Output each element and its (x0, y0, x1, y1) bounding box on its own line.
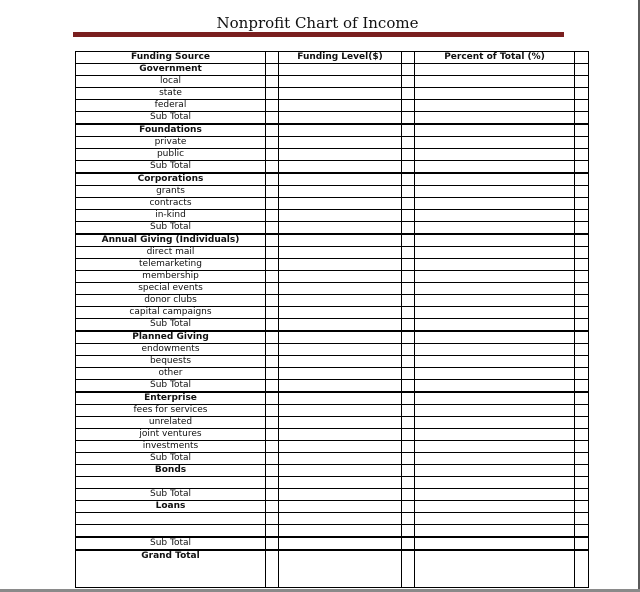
table-row (76, 247, 589, 259)
percent-total-cell[interactable] (415, 441, 575, 453)
percent-total-cell[interactable] (415, 88, 575, 100)
table-row (76, 137, 589, 149)
funding-level-cell[interactable] (279, 307, 402, 319)
table-row (76, 331, 589, 344)
gap-cell (402, 112, 415, 125)
end-cell (575, 405, 589, 417)
end-cell (575, 368, 589, 380)
percent-total-cell[interactable] (415, 477, 575, 489)
table-row (76, 283, 589, 295)
funding-source-cell: Enterprise (76, 392, 266, 405)
table-row (76, 210, 589, 222)
gap-cell (402, 100, 415, 112)
table-row (76, 489, 589, 501)
gap-cell (266, 392, 279, 405)
percent-total-cell[interactable] (415, 356, 575, 368)
end-cell (575, 149, 589, 161)
income-table-container (75, 51, 575, 573)
percent-total-cell[interactable] (415, 186, 575, 198)
gap-cell (266, 161, 279, 174)
gap-cell (402, 465, 415, 477)
percent-total-cell[interactable] (415, 198, 575, 210)
end-cell (575, 513, 589, 525)
funding-source-cell: state (76, 88, 266, 100)
table-row (76, 429, 589, 441)
funding-source-cell: Sub Total (76, 537, 266, 550)
gap-cell (402, 550, 415, 588)
gap-cell (266, 307, 279, 319)
header-row (76, 52, 589, 64)
header-gap-cell (402, 52, 415, 64)
funding-source-cell: Sub Total (76, 222, 266, 235)
income-table (75, 51, 589, 588)
funding-source-cell: federal (76, 100, 266, 112)
funding-source-cell: Bonds (76, 465, 266, 477)
funding-level-cell[interactable] (279, 149, 402, 161)
gap-cell (402, 477, 415, 489)
percent-total-cell[interactable] (415, 429, 575, 441)
table-row (76, 441, 589, 453)
table-row (76, 525, 589, 538)
gap-cell (266, 112, 279, 125)
percent-total-cell[interactable] (415, 271, 575, 283)
table-row (76, 537, 589, 550)
table-row (76, 295, 589, 307)
gap-cell (266, 319, 279, 332)
percent-total-cell[interactable] (415, 112, 575, 125)
funding-level-cell[interactable] (279, 295, 402, 307)
funding-source-cell: unrelated (76, 417, 266, 429)
funding-level-cell[interactable] (279, 405, 402, 417)
funding-level-cell[interactable] (279, 100, 402, 112)
gap-cell (402, 222, 415, 235)
funding-source-cell: Sub Total (76, 453, 266, 465)
percent-total-cell[interactable] (415, 295, 575, 307)
end-cell (575, 441, 589, 453)
funding-source-cell (76, 525, 266, 538)
gap-cell (266, 344, 279, 356)
table-row (76, 112, 589, 125)
title-rule (73, 32, 564, 37)
percent-total-cell[interactable] (415, 222, 575, 235)
funding-level-cell[interactable] (279, 550, 402, 588)
percent-total-cell[interactable] (415, 525, 575, 538)
end-cell (575, 259, 589, 271)
end-cell (575, 137, 589, 149)
funding-source-cell: Government (76, 64, 266, 76)
table-row (76, 222, 589, 235)
funding-source-cell: capital campaigns (76, 307, 266, 319)
header-funding-source: Funding Source (76, 52, 266, 64)
percent-total-cell[interactable] (415, 100, 575, 112)
table-row (76, 344, 589, 356)
percent-total-cell[interactable] (415, 417, 575, 429)
gap-cell (266, 477, 279, 489)
table-row (76, 198, 589, 210)
funding-level-cell[interactable] (279, 501, 402, 513)
gap-cell (402, 489, 415, 501)
header-end-cell (575, 52, 589, 64)
gap-cell (402, 247, 415, 259)
gap-cell (402, 76, 415, 88)
gap-cell (266, 186, 279, 198)
table-row (76, 259, 589, 271)
gap-cell (266, 453, 279, 465)
gap-cell (266, 210, 279, 222)
end-cell (575, 161, 589, 174)
end-cell (575, 307, 589, 319)
funding-level-cell[interactable] (279, 186, 402, 198)
end-cell (575, 124, 589, 137)
funding-level-cell[interactable] (279, 319, 402, 332)
percent-total-cell[interactable] (415, 368, 575, 380)
funding-source-cell: telemarketing (76, 259, 266, 271)
end-cell (575, 247, 589, 259)
funding-level-cell[interactable] (279, 271, 402, 283)
funding-source-cell: Sub Total (76, 489, 266, 501)
table-row (76, 149, 589, 161)
gap-cell (266, 100, 279, 112)
header-percent-total: Percent of Total (%) (415, 52, 575, 64)
funding-source-cell: special events (76, 283, 266, 295)
gap-cell (266, 234, 279, 247)
gap-cell (402, 356, 415, 368)
percent-total-cell[interactable] (415, 210, 575, 222)
gap-cell (402, 186, 415, 198)
gap-cell (266, 417, 279, 429)
percent-total-cell[interactable] (415, 259, 575, 271)
funding-source-cell: Sub Total (76, 380, 266, 393)
gap-cell (402, 537, 415, 550)
funding-level-cell[interactable] (279, 161, 402, 174)
funding-level-cell[interactable] (279, 537, 402, 550)
end-cell (575, 489, 589, 501)
percent-total-cell[interactable] (415, 283, 575, 295)
end-cell (575, 198, 589, 210)
gap-cell (402, 319, 415, 332)
gap-cell (266, 489, 279, 501)
funding-source-cell: bequests (76, 356, 266, 368)
funding-level-cell[interactable] (279, 477, 402, 489)
gap-cell (402, 417, 415, 429)
percent-total-cell[interactable] (415, 161, 575, 174)
funding-source-cell: local (76, 76, 266, 88)
table-row (76, 477, 589, 489)
table-row (76, 307, 589, 319)
funding-level-cell[interactable] (279, 525, 402, 538)
percent-total-cell[interactable] (415, 392, 575, 405)
gap-cell (266, 331, 279, 344)
end-cell (575, 319, 589, 332)
gap-cell (402, 344, 415, 356)
percent-total-cell[interactable] (415, 76, 575, 88)
end-cell (575, 525, 589, 538)
gap-cell (402, 149, 415, 161)
percent-total-cell[interactable] (415, 501, 575, 513)
percent-total-cell[interactable] (415, 234, 575, 247)
funding-level-cell[interactable] (279, 76, 402, 88)
funding-source-cell: Corporations (76, 173, 266, 186)
table-row (76, 368, 589, 380)
funding-level-cell[interactable] (279, 465, 402, 477)
gap-cell (402, 124, 415, 137)
end-cell (575, 344, 589, 356)
funding-source-cell: private (76, 137, 266, 149)
gap-cell (402, 513, 415, 525)
funding-source-cell: joint ventures (76, 429, 266, 441)
gap-cell (266, 173, 279, 186)
funding-source-cell: Foundations (76, 124, 266, 137)
funding-level-cell[interactable] (279, 88, 402, 100)
percent-total-cell[interactable] (415, 331, 575, 344)
funding-level-cell[interactable] (279, 344, 402, 356)
gap-cell (266, 198, 279, 210)
funding-level-cell[interactable] (279, 247, 402, 259)
funding-level-cell[interactable] (279, 356, 402, 368)
end-cell (575, 283, 589, 295)
funding-level-cell[interactable] (279, 417, 402, 429)
funding-level-cell[interactable] (279, 283, 402, 295)
funding-source-cell: donor clubs (76, 295, 266, 307)
funding-level-cell[interactable] (279, 222, 402, 235)
percent-total-cell[interactable] (415, 465, 575, 477)
funding-level-cell[interactable] (279, 210, 402, 222)
end-cell (575, 380, 589, 393)
gap-cell (402, 380, 415, 393)
gap-cell (266, 429, 279, 441)
percent-total-cell[interactable] (415, 319, 575, 332)
end-cell (575, 64, 589, 76)
end-cell (575, 100, 589, 112)
gap-cell (266, 137, 279, 149)
gap-cell (402, 198, 415, 210)
end-cell (575, 477, 589, 489)
funding-level-cell[interactable] (279, 259, 402, 271)
table-row (76, 88, 589, 100)
header-gap-cell (266, 52, 279, 64)
gap-cell (402, 234, 415, 247)
percent-total-cell[interactable] (415, 137, 575, 149)
funding-source-cell: Sub Total (76, 112, 266, 125)
page-title: Nonprofit Chart of Income (216, 14, 419, 32)
table-row (76, 64, 589, 76)
table-row (76, 319, 589, 332)
table-row (76, 124, 589, 137)
funding-source-cell: endowments (76, 344, 266, 356)
funding-source-cell (76, 513, 266, 525)
percent-total-cell[interactable] (415, 149, 575, 161)
gap-cell (402, 525, 415, 538)
end-cell (575, 173, 589, 186)
table-row (76, 465, 589, 477)
funding-source-cell: grants (76, 186, 266, 198)
percent-total-cell[interactable] (415, 344, 575, 356)
end-cell (575, 331, 589, 344)
gap-cell (402, 283, 415, 295)
end-cell (575, 417, 589, 429)
end-cell (575, 501, 589, 513)
end-cell (575, 88, 589, 100)
table-row (76, 550, 589, 588)
funding-source-cell: Annual Giving (Individuals) (76, 234, 266, 247)
funding-source-cell: Grand Total (76, 550, 266, 588)
gap-cell (266, 271, 279, 283)
gap-cell (266, 64, 279, 76)
gap-cell (266, 405, 279, 417)
gap-cell (402, 453, 415, 465)
end-cell (575, 210, 589, 222)
funding-level-cell[interactable] (279, 234, 402, 247)
gap-cell (402, 405, 415, 417)
funding-source-cell: Loans (76, 501, 266, 513)
percent-total-cell[interactable] (415, 453, 575, 465)
gap-cell (266, 465, 279, 477)
gap-cell (266, 295, 279, 307)
end-cell (575, 234, 589, 247)
gap-cell (402, 259, 415, 271)
gap-cell (402, 210, 415, 222)
end-cell (575, 186, 589, 198)
funding-source-cell: fees for services (76, 405, 266, 417)
gap-cell (402, 137, 415, 149)
gap-cell (402, 271, 415, 283)
table-row (76, 453, 589, 465)
gap-cell (266, 501, 279, 513)
gap-cell (402, 173, 415, 186)
funding-source-cell (76, 477, 266, 489)
funding-level-cell[interactable] (279, 173, 402, 186)
funding-level-cell[interactable] (279, 489, 402, 501)
percent-total-cell[interactable] (415, 380, 575, 393)
gap-cell (266, 380, 279, 393)
end-cell (575, 76, 589, 88)
end-cell (575, 392, 589, 405)
gap-cell (402, 441, 415, 453)
gap-cell (266, 441, 279, 453)
percent-total-cell[interactable] (415, 489, 575, 501)
gap-cell (266, 76, 279, 88)
gap-cell (266, 124, 279, 137)
funding-level-cell[interactable] (279, 441, 402, 453)
funding-level-cell[interactable] (279, 380, 402, 393)
funding-level-cell[interactable] (279, 429, 402, 441)
end-cell (575, 465, 589, 477)
funding-level-cell[interactable] (279, 137, 402, 149)
gap-cell (266, 259, 279, 271)
table-row (76, 234, 589, 247)
gap-cell (402, 161, 415, 174)
percent-total-cell[interactable] (415, 537, 575, 550)
end-cell (575, 537, 589, 550)
header-funding-level: Funding Level($) (279, 52, 402, 64)
gap-cell (402, 392, 415, 405)
end-cell (575, 271, 589, 283)
funding-source-cell: investments (76, 441, 266, 453)
gap-cell (402, 88, 415, 100)
percent-total-cell[interactable] (415, 173, 575, 186)
percent-total-cell[interactable] (415, 124, 575, 137)
table-row (76, 161, 589, 174)
gap-cell (402, 307, 415, 319)
end-cell (575, 112, 589, 125)
funding-source-cell: public (76, 149, 266, 161)
table-row (76, 501, 589, 513)
percent-total-cell[interactable] (415, 405, 575, 417)
funding-source-cell: Sub Total (76, 161, 266, 174)
gap-cell (266, 513, 279, 525)
table-row (76, 392, 589, 405)
gap-cell (266, 368, 279, 380)
funding-level-cell[interactable] (279, 331, 402, 344)
gap-cell (402, 295, 415, 307)
funding-level-cell[interactable] (279, 392, 402, 405)
gap-cell (266, 525, 279, 538)
end-cell (575, 356, 589, 368)
funding-source-cell: membership (76, 271, 266, 283)
table-row (76, 356, 589, 368)
funding-source-cell: Planned Giving (76, 331, 266, 344)
funding-source-cell: direct mail (76, 247, 266, 259)
percent-total-cell[interactable] (415, 513, 575, 525)
gap-cell (402, 331, 415, 344)
gap-cell (402, 429, 415, 441)
gap-cell (266, 356, 279, 368)
funding-level-cell[interactable] (279, 112, 402, 125)
funding-source-cell: other (76, 368, 266, 380)
table-row (76, 380, 589, 393)
funding-level-cell[interactable] (279, 513, 402, 525)
gap-cell (266, 550, 279, 588)
gap-cell (266, 537, 279, 550)
end-cell (575, 295, 589, 307)
table-row (76, 417, 589, 429)
percent-total-cell[interactable] (415, 247, 575, 259)
table-row (76, 513, 589, 525)
gap-cell (266, 149, 279, 161)
funding-level-cell[interactable] (279, 368, 402, 380)
gap-cell (402, 368, 415, 380)
gap-cell (266, 283, 279, 295)
table-row (76, 100, 589, 112)
funding-level-cell[interactable] (279, 198, 402, 210)
percent-total-cell[interactable] (415, 307, 575, 319)
end-cell (575, 429, 589, 441)
gap-cell (266, 247, 279, 259)
funding-source-cell: Sub Total (76, 319, 266, 332)
gap-cell (402, 501, 415, 513)
table-row (76, 173, 589, 186)
end-cell (575, 550, 589, 588)
gap-cell (266, 88, 279, 100)
percent-total-cell[interactable] (415, 550, 575, 588)
table-row (76, 405, 589, 417)
funding-source-cell: contracts (76, 198, 266, 210)
gap-cell (402, 64, 415, 76)
table-row (76, 271, 589, 283)
funding-level-cell[interactable] (279, 124, 402, 137)
end-cell (575, 222, 589, 235)
table-row (76, 186, 589, 198)
end-cell (575, 453, 589, 465)
funding-level-cell[interactable] (279, 453, 402, 465)
percent-total-cell[interactable] (415, 64, 575, 76)
gap-cell (266, 222, 279, 235)
funding-source-cell: in-kind (76, 210, 266, 222)
funding-level-cell[interactable] (279, 64, 402, 76)
table-row (76, 76, 589, 88)
